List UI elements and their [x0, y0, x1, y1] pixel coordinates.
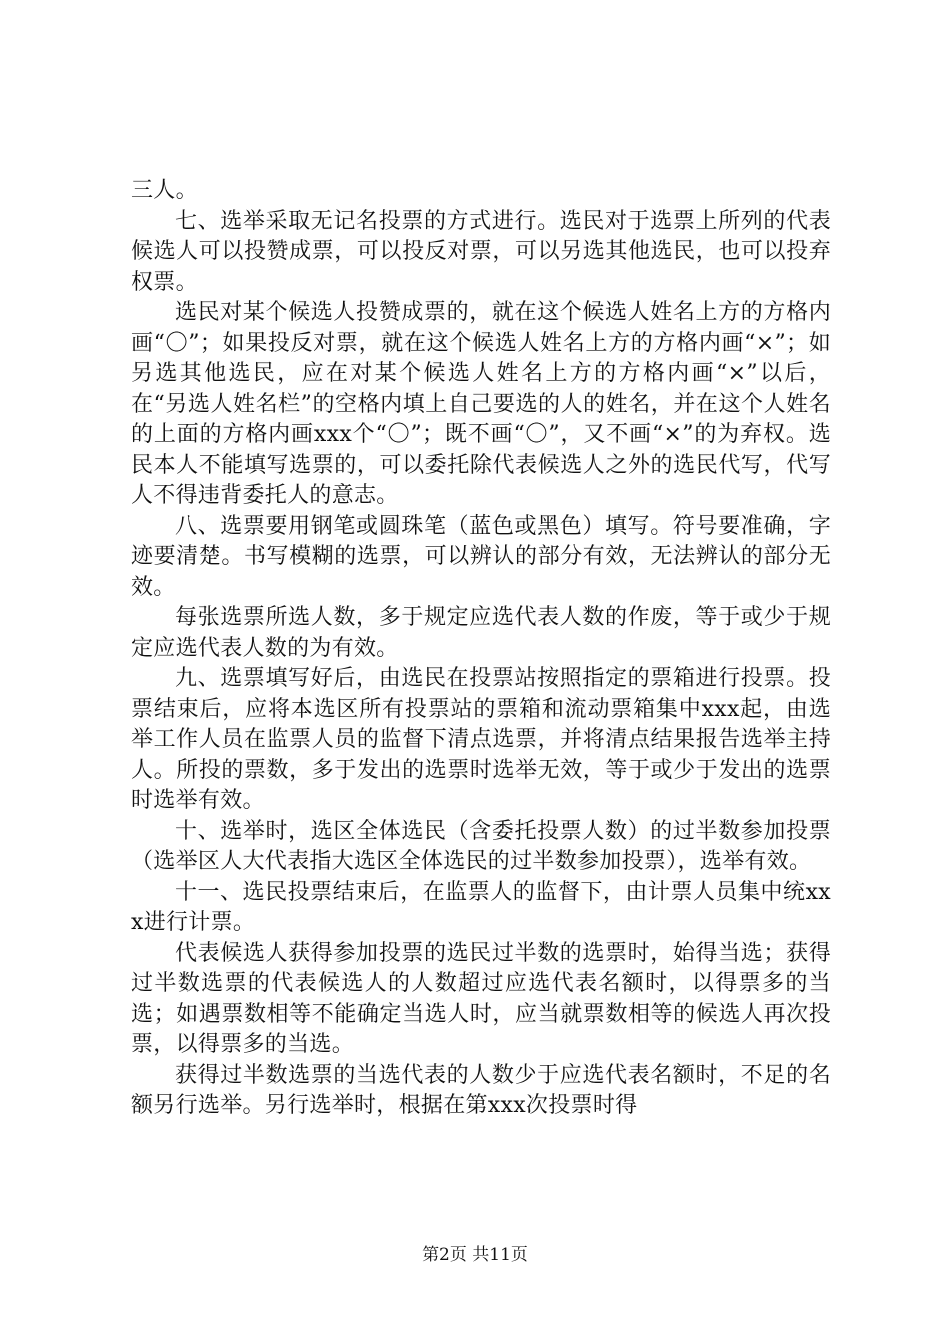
paragraph-0: 三人。: [131, 178, 198, 203]
paragraph-5: 九、选票填写好后，由选民在投票站按照指定的票箱进行投票。投票结束后，应将本选区所有投票站的票箱和流动票箱集中xxx起，由选举工作人员在监票人员的监督下清点选票，并将清点结果报告选举主持人。所投的票数，多于发出的选票时选举无效，等于或少于发出的选票时选举有效。: [131, 666, 831, 813]
paragraph-4: 每张选票所选人数，多于规定应选代表人数的作废，等于或少于规定应选代表人数的为有效。: [131, 605, 831, 661]
paragraph-6: 十、选举时，选区全体选民（含委托投票人数）的过半数参加投票（选举区人大代表指大选区全体选民的过半数参加投票），选举有效。: [131, 818, 831, 874]
paragraph-3: 八、选票要用钢笔或圆珠笔（蓝色或黑色）填写。符号要准确，字迹要清楚。书写模糊的选票，可以辨认的部分有效，无法辨认的部分无效。: [131, 513, 831, 600]
paragraph-9: 获得过半数选票的当选代表的人数少于应选代表名额时，不足的名额另行选举。另行选举时，根据在第xxx次投票时得: [131, 1062, 831, 1118]
paragraph-2: 选民对某个候选人投赞成票的，就在这个候选人姓名上方的方格内画“〇”；如果投反对票，就在这个候选人姓名上方的方格内画“×”；如另选其他选民，应在对某个候选人姓名上方的方格内画“×”以后，在“另选人姓名栏”的空格内填上自己要选的人的姓名，并在这个人姓名的上面的方格内画xxx个“〇”；既不画“〇”，又不画“×”的为弃权。选民本人不能填写选票的，可以委托除代表候选人之外的选民代写，代写人不得违背委托人的意志。: [131, 300, 831, 508]
document-body: [131, 176, 831, 1122]
paragraph-8: 代表候选人获得参加投票的选民过半数的选票时，始得当选；获得过半数选票的代表候选人的人数超过应选代表名额时，以得票多的当选；如遇票数相等不能确定当选人时，应当就票数相等的候选人再次投票，以得票多的当选。: [131, 940, 831, 1057]
page-number-footer: 第2页 共11页: [422, 1245, 528, 1265]
paragraph-7: 十一、选民投票结束后，在监票人的监督下，由计票人员集中统xxx进行计票。: [131, 879, 831, 935]
paragraph-1: 七、选举采取无记名投票的方式进行。选民对于选票上所列的代表候选人可以投赞成票，可以投反对票，可以另选其他选民，也可以投弃权票。: [131, 208, 831, 295]
